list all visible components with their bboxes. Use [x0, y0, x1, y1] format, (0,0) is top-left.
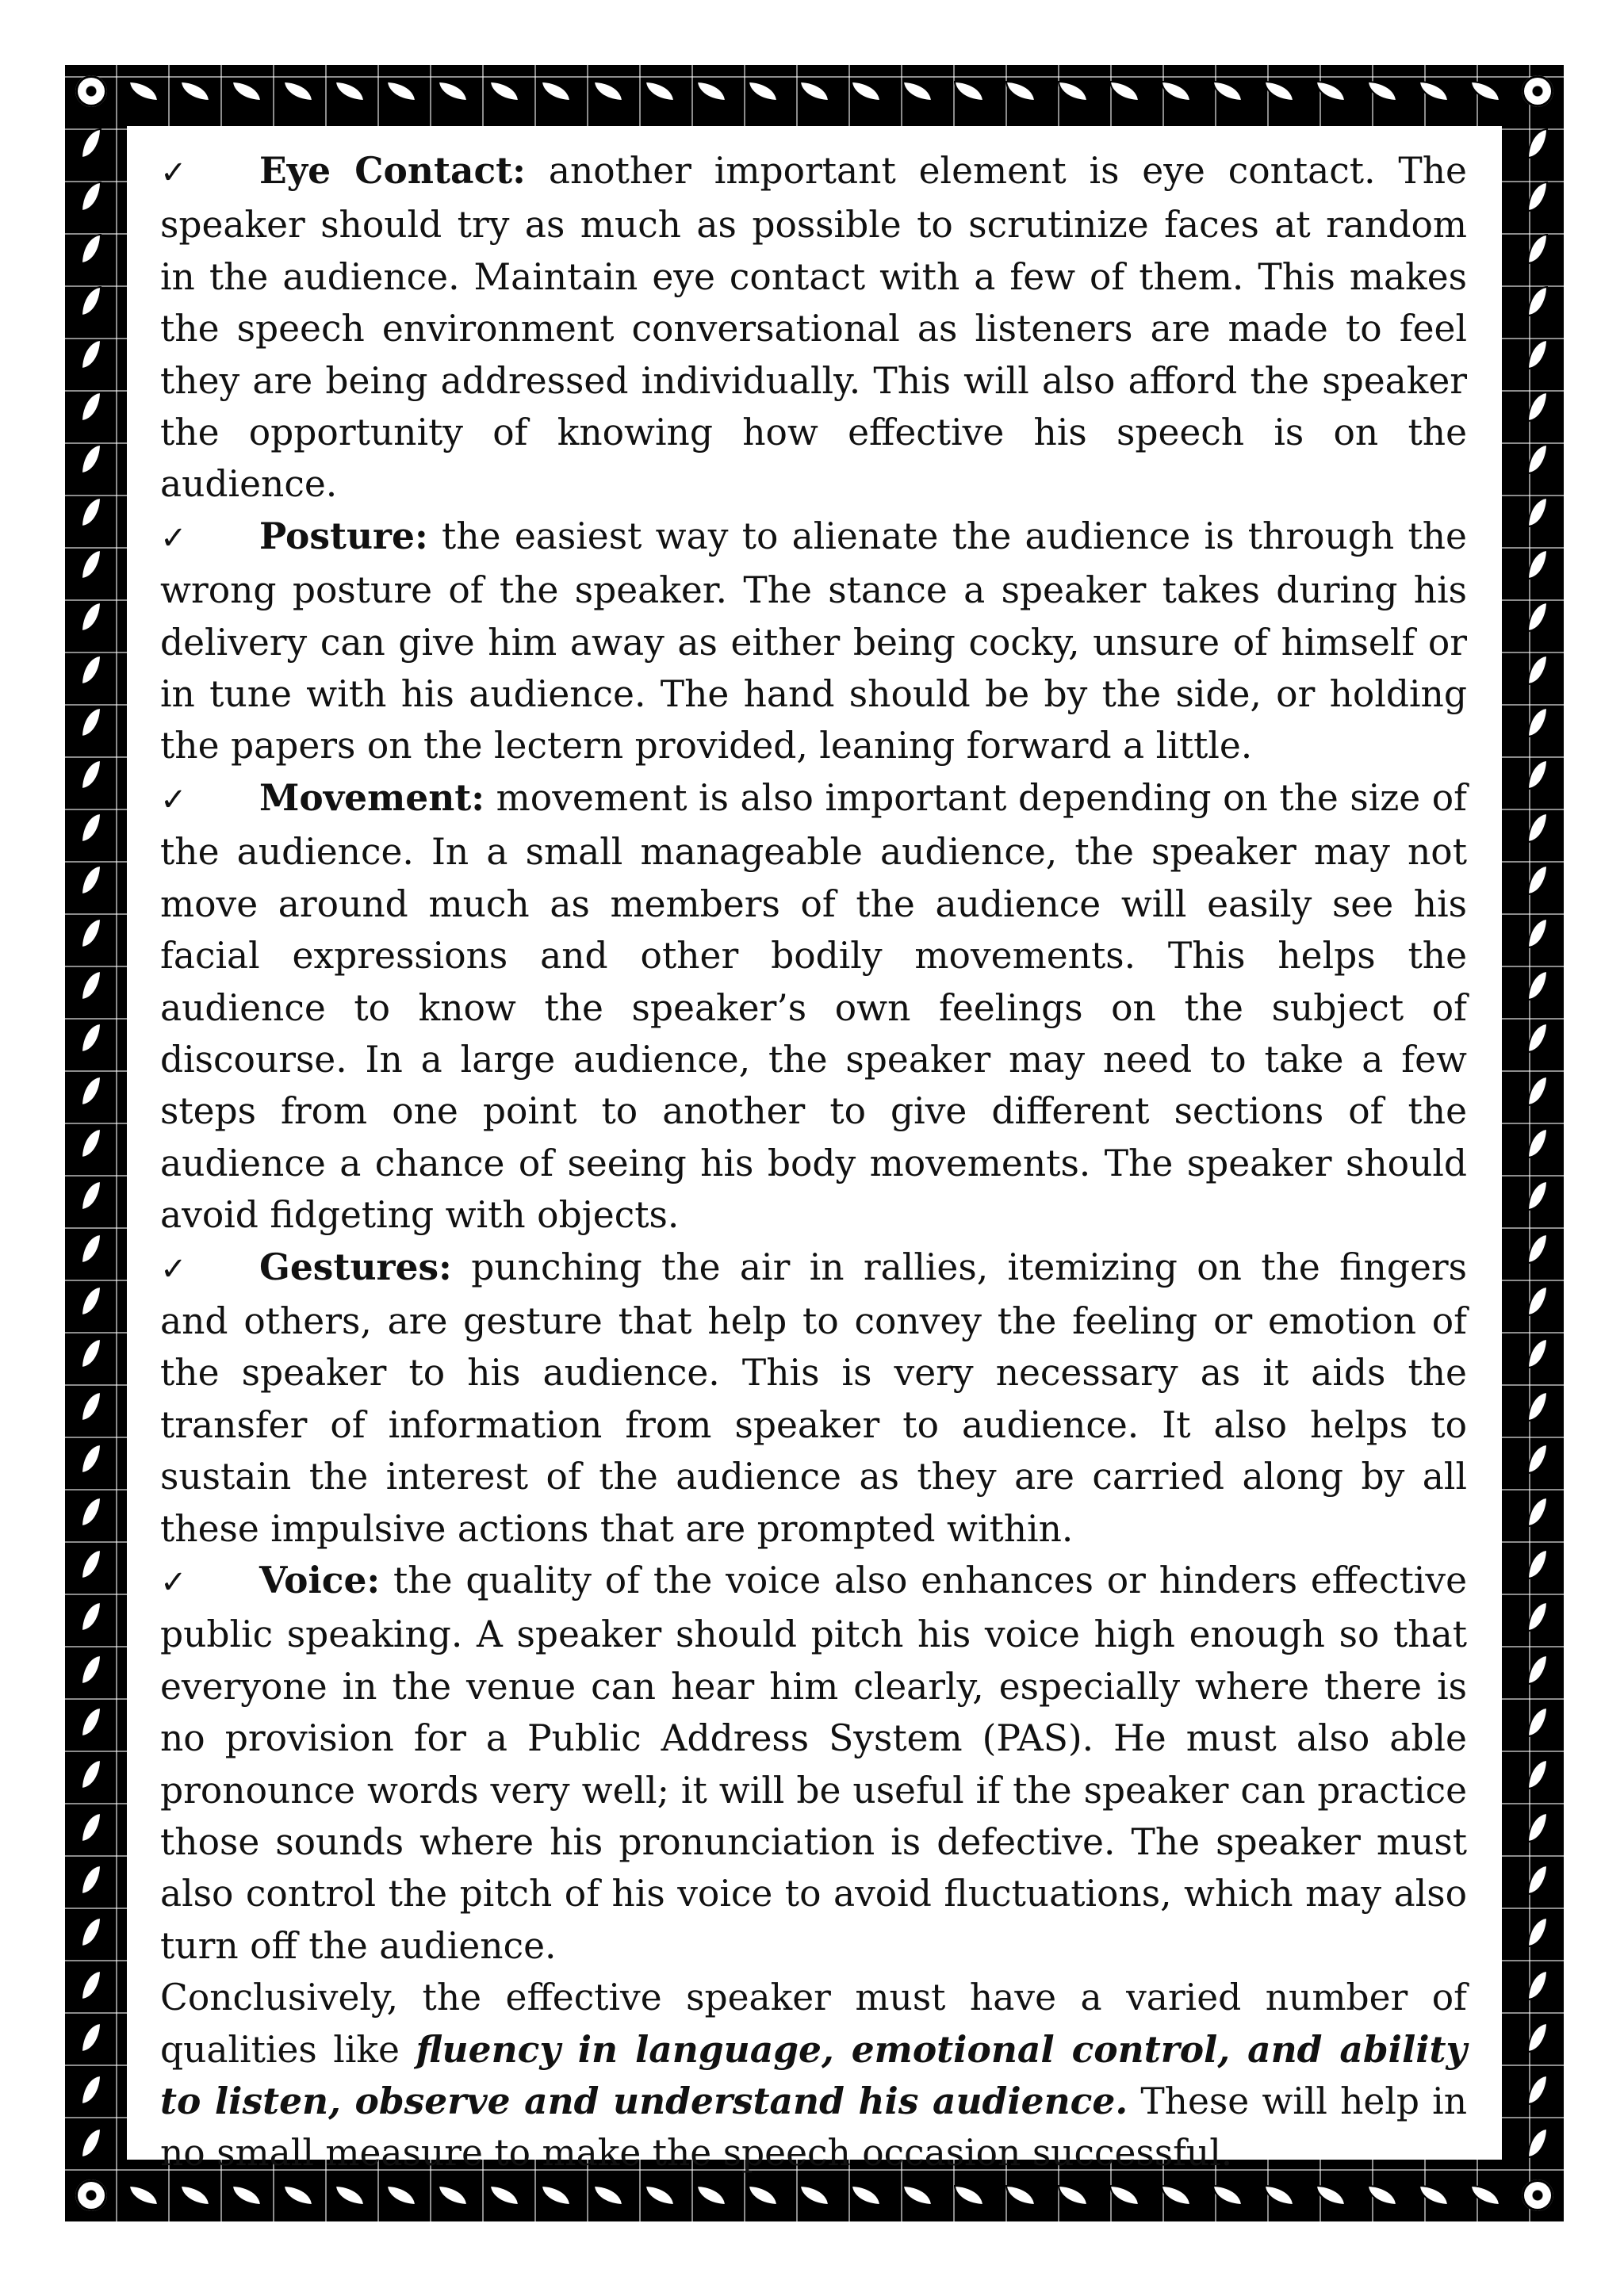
leaf-icon: [634, 65, 685, 117]
leaf-icon: [65, 2064, 117, 2116]
leaf-icon: [65, 959, 117, 1012]
leaf-icon: [220, 65, 272, 117]
leaf-icon: [530, 65, 582, 117]
leaf-icon: [1511, 2011, 1564, 2064]
leaf-icon: [944, 65, 995, 117]
leaf-icon: [65, 1275, 117, 1327]
border-top-leaves: [117, 65, 1511, 117]
leaf-icon: [1511, 644, 1564, 696]
leaf-icon: [65, 1485, 117, 1537]
page-content: [127, 126, 1502, 2175]
leaf-icon: [582, 65, 634, 117]
leaf-icon: [65, 223, 117, 275]
leaf-icon: [1511, 2064, 1564, 2116]
leaf-icon: [737, 65, 788, 117]
leaf-icon: [1511, 1064, 1564, 1116]
leaf-icon: [65, 748, 117, 801]
checkmark-icon: ✓: [160, 155, 187, 191]
conclusion-emphasis: fluency in language, emotional control, and ability to listen, observe and understand his audience.: [160, 2027, 1467, 2123]
leaf-icon: [1511, 1906, 1564, 1958]
leaf-icon: [1511, 906, 1564, 959]
leaf-icon: [65, 1854, 117, 1906]
leaf-icon: [1357, 65, 1408, 117]
leaf-icon: [1511, 275, 1564, 327]
leaf-icon: [65, 696, 117, 748]
leaf-icon: [1511, 1748, 1564, 1800]
leaf-icon: [1511, 959, 1564, 1012]
leaf-icon: [65, 117, 117, 170]
leaf-icon: [1511, 1169, 1564, 1222]
conclusion-text-after: These will help in no small measure to make the speech occasion successful.: [160, 2080, 1468, 2175]
conclusion-text-before: Conclusively, the effective speaker must have a varied number of qualities like: [160, 1976, 1467, 2071]
checkmark-icon: ✓: [160, 1250, 187, 1288]
leaf-icon: [1511, 1433, 1564, 1485]
bullet-item-voice: [160, 1555, 1467, 1972]
leaf-icon: [1511, 223, 1564, 275]
leaf-icon: [1511, 117, 1564, 170]
leaf-icon: [65, 802, 117, 854]
leaf-icon: [65, 433, 117, 485]
leaf-icon: [65, 854, 117, 906]
leaf-icon: [1511, 1275, 1564, 1327]
leaf-icon: [1511, 802, 1564, 854]
leaf-icon: [1511, 1643, 1564, 1695]
leaf-icon: [1253, 65, 1304, 117]
leaf-icon: [1511, 1696, 1564, 1748]
leaf-icon: [1305, 65, 1357, 117]
leaf-icon: [1511, 1327, 1564, 1380]
bullet-item-eye-contact: [160, 145, 1467, 511]
leaf-icon: [1511, 1223, 1564, 1275]
leaf-icon: [65, 2011, 117, 2064]
leaf-icon: [1511, 1538, 1564, 1590]
bullet-item-posture: [160, 511, 1467, 772]
leaf-icon: [1511, 538, 1564, 591]
leaf-icon: [1408, 65, 1460, 117]
leaf-icon: [1511, 1854, 1564, 1906]
leaf-icon: [65, 538, 117, 591]
leaf-icon: [65, 275, 117, 327]
leaf-icon: [892, 65, 944, 117]
leaf-icon: [65, 486, 117, 538]
leaf-icon: [1511, 170, 1564, 222]
leaf-icon: [65, 1433, 117, 1485]
leaf-icon: [1511, 1117, 1564, 1169]
leaf-icon: [1511, 591, 1564, 643]
item-term: Posture:: [259, 514, 428, 557]
leaf-icon: [1511, 2117, 1564, 2169]
leaf-icon: [65, 1223, 117, 1275]
item-text: the easiest way to alienate the audience is through the wrong posture of the speaker. The stance a speaker takes during his delivery can give him away as either being cocky, unsure of himself or in tune with his audience. The hand should be by the side, or holding the papers on the lectern provided, leaning forward a little.: [160, 515, 1467, 767]
leaf-icon: [788, 65, 840, 117]
leaf-icon: [685, 65, 737, 117]
border-right-leaves: [1511, 117, 1564, 2169]
leaf-icon: [376, 65, 427, 117]
leaf-icon: [427, 65, 479, 117]
leaf-icon: [65, 1538, 117, 1590]
bullet-item-gestures: [160, 1242, 1467, 1555]
item-term: Gestures:: [259, 1245, 452, 1288]
leaf-icon: [1511, 327, 1564, 380]
leaf-icon: [65, 591, 117, 643]
leaf-icon: [841, 65, 892, 117]
item-text: another important element is eye contact. The speaker should try as much as possible to scrutinize faces at random in the audience. Maintain eye contact with a few of them. This makes the speech environment conversational as listeners are made to feel they are being addressed individually. This will also afford the speaker the opportunity of knowing how effective his speech is on the audience.: [160, 150, 1467, 506]
leaf-icon: [65, 170, 117, 222]
leaf-icon: [1511, 1485, 1564, 1537]
leaf-icon: [65, 1169, 117, 1222]
leaf-icon: [65, 1959, 117, 2011]
item-term: Voice:: [259, 1558, 381, 1601]
leaf-icon: [1201, 65, 1253, 117]
leaf-icon: [272, 65, 324, 117]
leaf-icon: [1511, 486, 1564, 538]
leaf-icon: [65, 1117, 117, 1169]
leaf-icon: [65, 1643, 117, 1695]
leaf-icon: [1098, 65, 1150, 117]
leaf-icon: [65, 1801, 117, 1854]
leaf-icon: [1511, 748, 1564, 801]
leaf-icon: [324, 65, 375, 117]
bullet-item-movement: [160, 772, 1467, 1242]
leaf-icon: [65, 2117, 117, 2169]
leaf-icon: [65, 1380, 117, 1433]
item-text: the quality of the voice also enhances or hinders effective public speaking. A speaker should pitch his voice high enough so that everyone in the venue can hear him clearly, especially where there is no provision for a Public Address System (PAS). He must also able pronounce words very well; it will be useful if the speaker can practice those sounds where his pronunciation is defective. The speaker must also control the pitch of his voice to avoid fluctuations, which may also turn off the audience.: [160, 1559, 1467, 1967]
leaf-icon: [1511, 1801, 1564, 1854]
leaf-icon: [65, 327, 117, 380]
leaf-icon: [1511, 1959, 1564, 2011]
flower-icon: [65, 65, 117, 117]
leaf-icon: [65, 1748, 117, 1800]
leaf-icon: [65, 1012, 117, 1064]
leaf-icon: [117, 65, 169, 117]
checkmark-icon: ✓: [160, 781, 187, 818]
leaf-icon: [1511, 1012, 1564, 1064]
leaf-icon: [1150, 65, 1201, 117]
leaf-icon: [1460, 2169, 1511, 2221]
leaf-icon: [1511, 1380, 1564, 1433]
leaf-icon: [65, 381, 117, 433]
flower-icon: [1511, 2169, 1564, 2221]
item-term: Eye Contact:: [259, 149, 526, 192]
leaf-icon: [1511, 1590, 1564, 1643]
leaf-icon: [169, 65, 220, 117]
leaf-icon: [1511, 696, 1564, 748]
leaf-icon: [65, 1590, 117, 1643]
leaf-icon: [1460, 65, 1511, 117]
leaf-icon: [65, 1696, 117, 1748]
item-term: Movement:: [259, 775, 485, 819]
item-text: movement is also important depending on the size of the audience. In a small manageable audience, the speaker may not move around much as members of the audience will easily see his facial expressions and other bodily movements. This helps the audience to know the speaker’s own feelings on the subject of discourse. In a large audience, the speaker may need to take a few steps from one point to another to give different sections of the audience a chance of seeing his body movements. The speaker should avoid fidgeting with objects.: [160, 776, 1467, 1237]
flower-icon: [1511, 65, 1564, 117]
leaf-icon: [65, 644, 117, 696]
flower-icon: [65, 2169, 117, 2221]
leaf-icon: [65, 906, 117, 959]
leaf-icon: [65, 1327, 117, 1380]
checkmark-icon: ✓: [160, 1563, 187, 1601]
leaf-icon: [995, 65, 1047, 117]
checkmark-icon: ✓: [160, 519, 187, 557]
border-left-leaves: [65, 117, 117, 2169]
leaf-icon: [65, 1906, 117, 1958]
leaf-icon: [1047, 65, 1098, 117]
conclusion-paragraph: [160, 1972, 1467, 2179]
leaf-icon: [479, 65, 530, 117]
leaf-icon: [1511, 381, 1564, 433]
leaf-icon: [1511, 433, 1564, 485]
leaf-icon: [1511, 854, 1564, 906]
item-text: punching the air in rallies, itemizing on the fingers and others, are gesture that help to convey the feeling or emotion of the speaker to his audience. This is very necessary as it aids the transfer of information from speaker to audience. It also helps to sustain the interest of the audience as they are carried along by all these impulsive actions that are prompted within.: [160, 1246, 1467, 1550]
leaf-icon: [65, 1064, 117, 1116]
